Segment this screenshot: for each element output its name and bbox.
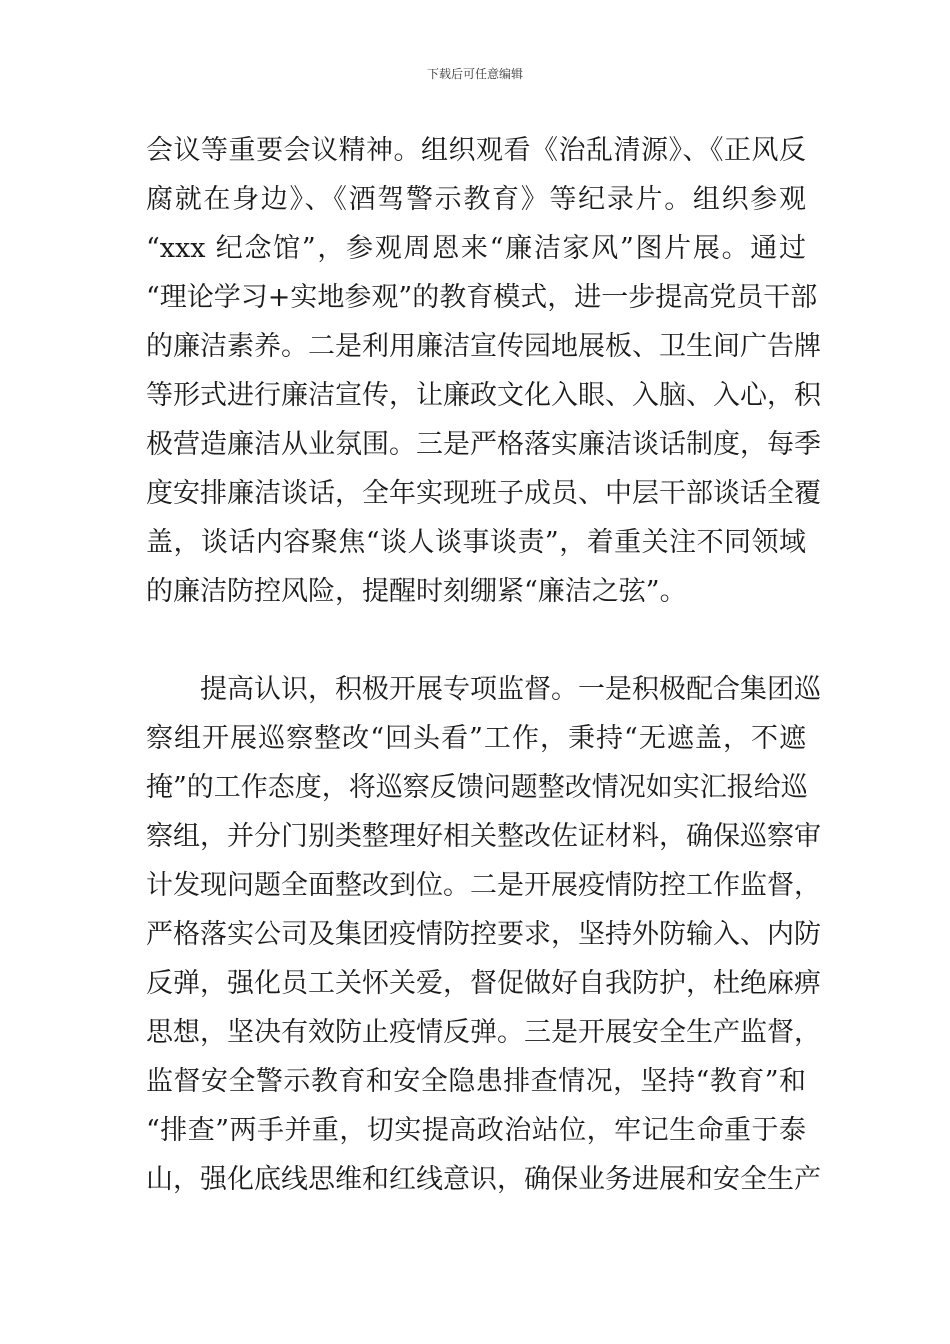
text-line: 极营造廉洁从业氛围。三是严格落实廉洁谈话制度，每季: [146, 429, 821, 460]
text-line: 察组开展巡察整改“回头看”工作，秉持“无遮盖，不遮: [146, 723, 806, 754]
page-header: 下载后可任意编辑: [426, 67, 523, 81]
text-line: 等形式进行廉洁宣传，让廉政文化入眼、入脑、入心，积: [146, 380, 821, 411]
text-line: “排查”两手并重，切实提高政治站位，牢记生命重于泰: [146, 1115, 806, 1146]
text-line: 的廉洁防控风险，提醒时刻绷紧“廉洁之弦”。: [146, 576, 687, 607]
text-line: 的廉洁素养。二是利用廉洁宣传园地展板、卫生间广告牌: [146, 331, 821, 362]
text-line: 察组，并分门别类整理好相关整改佐证材料，确保巡察审: [146, 821, 821, 852]
document-body: [146, 126, 821, 1204]
text-line: 严格落实公司及集团疫情防控要求，坚持外防输入、内防: [146, 919, 821, 950]
text-line: 提高认识，积极开展专项监督。一是积极配合集团巡: [200, 674, 821, 705]
text-line: 山，强化底线思维和红线意识，确保业务进展和安全生产: [146, 1164, 821, 1195]
paragraph-spacer: [146, 616, 806, 665]
text-line: 反弹，强化员工关怀关爱，督促做好自我防护，杜绝麻痹: [146, 968, 821, 999]
text-line: 思想，坚决有效防止疫情反弹。三是开展安全生产监督，: [146, 1017, 821, 1048]
text-line: “xxx 纪念馆”，参观周恩来“廉洁家风”图片展。通过: [146, 233, 806, 264]
text-line: 掩”的工作态度，将巡察反馈问题整改情况如实汇报给巡: [146, 772, 808, 803]
text-line: 计发现问题全面整改到位。二是开展疫情防控工作监督，: [146, 870, 821, 901]
text-line: “理论学习+实地参观”的教育模式，进一步提高党员干部: [146, 282, 818, 313]
text-line: 度安排廉洁谈话，全年实现班子成员、中层干部谈话全覆: [146, 478, 821, 509]
text-line: 监督安全警示教育和安全隐患排查情况，坚持“教育”和: [146, 1066, 806, 1097]
paragraph-2: [146, 665, 821, 1204]
text-line: 会议等重要会议精神。组织观看《治乱清源》、《正风反: [146, 135, 806, 166]
text-line: 腐就在身边》、《酒驾警示教育》等纪录片。组织参观: [146, 184, 806, 215]
paragraph-1: [146, 126, 821, 616]
text-line: 盖，谈话内容聚焦“谈人谈事谈责”，着重关注不同领域: [146, 527, 806, 558]
